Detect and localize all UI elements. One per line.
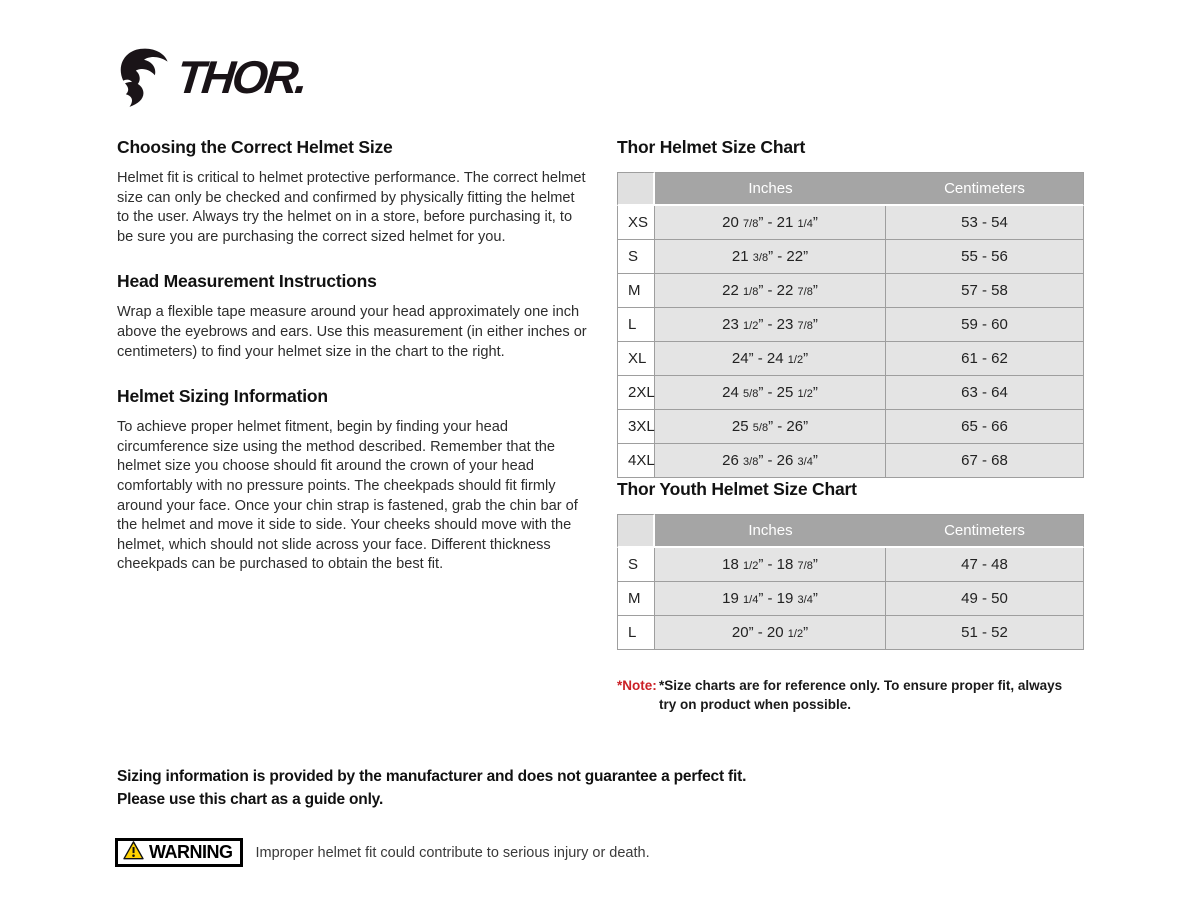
- thor-wordmark: THOR.: [174, 51, 308, 103]
- thor-logo: [115, 46, 308, 108]
- section-body-head-measurement: Wrap a flexible tape measure around your head approximately one inch above the eyebrows and ears. Use this measurement (in either inches or centimeters) to find your helmet size in the chart to the right.: [117, 304, 587, 360]
- centimeters-cell: 47 - 48: [886, 548, 1084, 582]
- centimeters-cell: 57 - 58: [886, 274, 1084, 308]
- warning-description: Improper helmet fit could contribute to serious injury or death.: [255, 844, 650, 861]
- warning-row: [115, 838, 650, 867]
- warning-triangle-icon: [123, 841, 144, 865]
- inches-cell: 24” - 24 1/2”: [655, 342, 886, 376]
- instructions-column: [117, 136, 587, 598]
- disclaimer-line-2: Please use this chart as a guide only.: [117, 790, 384, 808]
- column-header-centimeters: Centimeters: [886, 514, 1084, 548]
- size-row: [617, 308, 1084, 342]
- disclaimer-line-1: Sizing information is provided by the manufacturer and does not guarantee a perfect fit.: [117, 768, 747, 785]
- manufacturer-disclaimer: [117, 766, 817, 811]
- inches-cell: 19 1/4” - 19 3/4”: [655, 582, 886, 616]
- adult-chart-title: Thor Helmet Size Chart: [617, 137, 806, 157]
- size-row: [617, 410, 1084, 444]
- size-label: S: [617, 548, 655, 582]
- size-label: XS: [617, 206, 655, 240]
- inches-cell: 20 7/8” - 21 1/4”: [655, 206, 886, 240]
- inches-cell: 26 3/8” - 26 3/4”: [655, 444, 886, 478]
- size-label: L: [617, 616, 655, 650]
- header-row: [617, 514, 1084, 548]
- inches-cell: 25 5/8” - 26”: [655, 410, 886, 444]
- centimeters-cell: 61 - 62: [886, 342, 1084, 376]
- size-label: 4XL: [617, 444, 655, 478]
- size-label: M: [617, 274, 655, 308]
- column-header-inches: Inches: [655, 514, 886, 548]
- size-row: [617, 274, 1084, 308]
- inches-cell: 20” - 20 1/2”: [655, 616, 886, 650]
- thor-ram-icon: [115, 46, 173, 108]
- centimeters-cell: 65 - 66: [886, 410, 1084, 444]
- size-row: [617, 444, 1084, 478]
- table-corner-cell: [617, 172, 655, 206]
- section-body-sizing-information: To achieve proper helmet fitment, begin by finding your head circumference size using the method described. Remember that the helmet size you choose should fit around the crown of your head comfortably with no pressure points. The cheekpads should fit firmly around your face. Once your chin strap is fastened, grab the chin bar of the helmet and move it side to side. Your cheeks should move with the helmet, which should not slide across your face. Different thickness cheekpads can be purchased to obtain the best fit.: [117, 419, 578, 573]
- section-body-choosing-size: Helmet fit is critical to helmet protective performance. The correct helmet size can only be checked and confirmed by physically fitting the helmet to the user. Always try the helmet on in a store, before purchasing it, to be sure you are purchasing the correct sized helmet for you.: [117, 170, 586, 245]
- size-row: [617, 240, 1084, 274]
- youth-size-table: [617, 514, 1084, 650]
- inches-cell: 22 1/8” - 22 7/8”: [655, 274, 886, 308]
- size-row: [617, 616, 1084, 650]
- note-label: *Note:: [617, 678, 657, 693]
- warning-box: [115, 838, 243, 867]
- centimeters-cell: 55 - 56: [886, 240, 1084, 274]
- size-label: M: [617, 582, 655, 616]
- centimeters-cell: 53 - 54: [886, 206, 1084, 240]
- note-text: *Size charts are for reference only. To ensure proper fit, always try on product when possible.: [659, 678, 1063, 712]
- section-heading-head-measurement: Head Measurement Instructions: [117, 271, 377, 292]
- adult-size-table: [617, 172, 1084, 478]
- section-heading-sizing-information: Helmet Sizing Information: [117, 386, 328, 407]
- reference-note: [617, 676, 1084, 714]
- section-heading-choosing-size: Choosing the Correct Helmet Size: [117, 137, 393, 157]
- size-label: 3XL: [617, 410, 655, 444]
- size-label: XL: [617, 342, 655, 376]
- table-corner-cell: [617, 514, 655, 548]
- column-header-centimeters: Centimeters: [886, 172, 1084, 206]
- inches-cell: 23 1/2” - 23 7/8”: [655, 308, 886, 342]
- inches-cell: 21 3/8” - 22”: [655, 240, 886, 274]
- header-row: [617, 172, 1084, 206]
- centimeters-cell: 51 - 52: [886, 616, 1084, 650]
- size-row: [617, 548, 1084, 582]
- size-charts-column: [617, 136, 1084, 714]
- size-label: 2XL: [617, 376, 655, 410]
- size-label: S: [617, 240, 655, 274]
- inches-cell: 24 5/8” - 25 1/2”: [655, 376, 886, 410]
- size-row: [617, 342, 1084, 376]
- centimeters-cell: 49 - 50: [886, 582, 1084, 616]
- centimeters-cell: 63 - 64: [886, 376, 1084, 410]
- size-label: L: [617, 308, 655, 342]
- warning-label: WARNING: [149, 842, 233, 862]
- centimeters-cell: 59 - 60: [886, 308, 1084, 342]
- inches-cell: 18 1/2” - 18 7/8”: [655, 548, 886, 582]
- column-header-inches: Inches: [655, 172, 886, 206]
- centimeters-cell: 67 - 68: [886, 444, 1084, 478]
- youth-chart-title: Thor Youth Helmet Size Chart: [617, 479, 857, 499]
- size-row: [617, 582, 1084, 616]
- size-row: [617, 376, 1084, 410]
- size-row: [617, 206, 1084, 240]
